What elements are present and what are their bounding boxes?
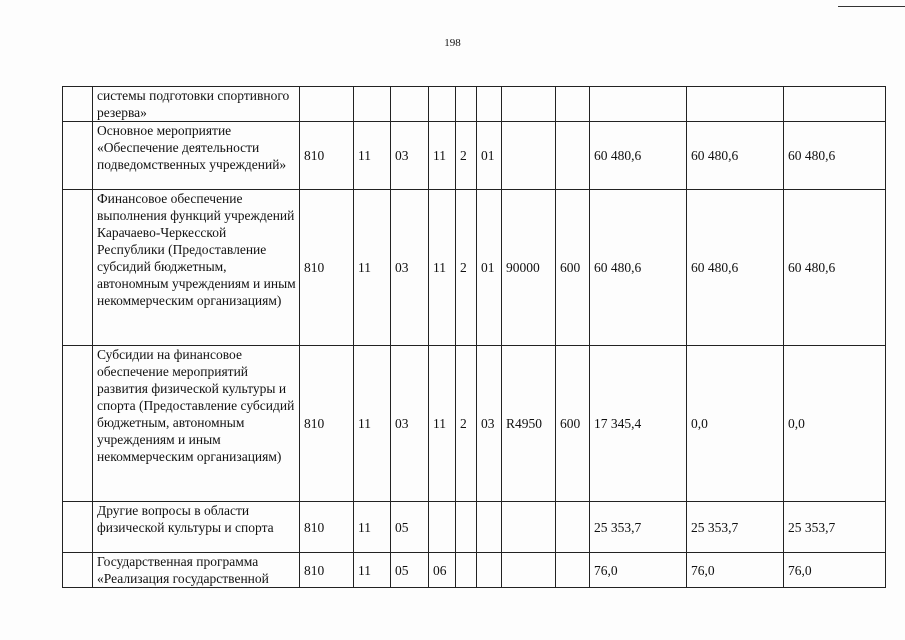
sum-1-cell: 17 345,4 — [590, 346, 687, 502]
program-cell — [429, 502, 456, 553]
sum-1-cell: 76,0 — [590, 553, 687, 588]
measure-cell — [477, 553, 502, 588]
table-row — [63, 87, 886, 122]
subprogram-cell — [456, 502, 477, 553]
rz-cell: 11 — [354, 122, 391, 190]
direction-cell — [502, 553, 556, 588]
sum-3-cell: 0,0 — [784, 346, 886, 502]
pr-cell: 03 — [391, 122, 429, 190]
description-cell: Основное мероприятие «Обеспечение деятельности подведомственных учреждений» — [93, 122, 300, 190]
vr-cell — [556, 122, 590, 190]
sum-2-cell: 60 480,6 — [687, 122, 784, 190]
description-cell: Государственная программа «Реализация государственной — [93, 553, 300, 588]
vr-cell — [556, 502, 590, 553]
direction-cell — [502, 502, 556, 553]
ved-cell: 810 — [300, 190, 354, 346]
sum-1-cell: 60 480,6 — [590, 122, 687, 190]
pr-cell: 03 — [391, 190, 429, 346]
table-row — [63, 502, 886, 553]
ved-cell: 810 — [300, 502, 354, 553]
table-row — [63, 553, 886, 588]
vr-cell — [556, 87, 590, 122]
program-cell: 06 — [429, 553, 456, 588]
sum-3-cell — [784, 87, 886, 122]
description-cell: Другие вопросы в области физической культуры и спорта — [93, 502, 300, 553]
description-cell: системы подготовки спортивного резерва» — [93, 87, 300, 122]
rz-cell: 11 — [354, 190, 391, 346]
sum-3-cell: 60 480,6 — [784, 190, 886, 346]
sum-1-cell: 25 353,7 — [590, 502, 687, 553]
blank-cell — [63, 190, 93, 346]
sum-2-cell: 0,0 — [687, 346, 784, 502]
rz-cell: 11 — [354, 346, 391, 502]
rz-cell — [354, 87, 391, 122]
blank-cell — [63, 87, 93, 122]
sum-3-cell: 76,0 — [784, 553, 886, 588]
direction-cell: R4950 — [502, 346, 556, 502]
subprogram-cell: 2 — [456, 190, 477, 346]
subprogram-cell: 2 — [456, 122, 477, 190]
vr-cell: 600 — [556, 190, 590, 346]
top-rule — [838, 6, 905, 7]
sum-2-cell: 60 480,6 — [687, 190, 784, 346]
sum-2-cell: 25 353,7 — [687, 502, 784, 553]
ved-cell — [300, 87, 354, 122]
pr-cell: 05 — [391, 553, 429, 588]
direction-cell — [502, 87, 556, 122]
sum-2-cell: 76,0 — [687, 553, 784, 588]
pr-cell: 05 — [391, 502, 429, 553]
measure-cell: 01 — [477, 190, 502, 346]
program-cell: 11 — [429, 346, 456, 502]
rz-cell: 11 — [354, 502, 391, 553]
subprogram-cell: 2 — [456, 346, 477, 502]
table-row — [63, 346, 886, 502]
measure-cell: 01 — [477, 122, 502, 190]
page-number: 198 — [444, 37, 461, 49]
table-row — [63, 122, 886, 190]
program-cell — [429, 87, 456, 122]
sum-1-cell — [590, 87, 687, 122]
blank-cell — [63, 122, 93, 190]
rz-cell: 11 — [354, 553, 391, 588]
pr-cell: 03 — [391, 346, 429, 502]
measure-cell — [477, 87, 502, 122]
vr-cell — [556, 553, 590, 588]
ved-cell: 810 — [300, 122, 354, 190]
description-cell: Финансовое обеспечение выполнения функций учреждений Карачаево-Черкесской Республики (Предоставление субсидий бюджетным, автономным учреждениям и иным некоммерческим организациям) — [93, 190, 300, 346]
direction-cell: 90000 — [502, 190, 556, 346]
description-cell: Субсидии на финансовое обеспечение мероприятий развития физической культуры и спорта (Предоставление субсидий бюджетным, автономным учреждениям и иным некоммерческим организациям) — [93, 346, 300, 502]
sum-3-cell: 25 353,7 — [784, 502, 886, 553]
vr-cell: 600 — [556, 346, 590, 502]
sum-2-cell — [687, 87, 784, 122]
measure-cell — [477, 502, 502, 553]
pr-cell — [391, 87, 429, 122]
sum-3-cell: 60 480,6 — [784, 122, 886, 190]
blank-cell — [63, 553, 93, 588]
blank-cell — [63, 502, 93, 553]
program-cell: 11 — [429, 190, 456, 346]
sum-1-cell: 60 480,6 — [590, 190, 687, 346]
blank-cell — [63, 346, 93, 502]
direction-cell — [502, 122, 556, 190]
ved-cell: 810 — [300, 553, 354, 588]
subprogram-cell — [456, 553, 477, 588]
table-row — [63, 190, 886, 346]
budget-table — [62, 86, 886, 588]
subprogram-cell — [456, 87, 477, 122]
ved-cell: 810 — [300, 346, 354, 502]
measure-cell: 03 — [477, 346, 502, 502]
program-cell: 11 — [429, 122, 456, 190]
